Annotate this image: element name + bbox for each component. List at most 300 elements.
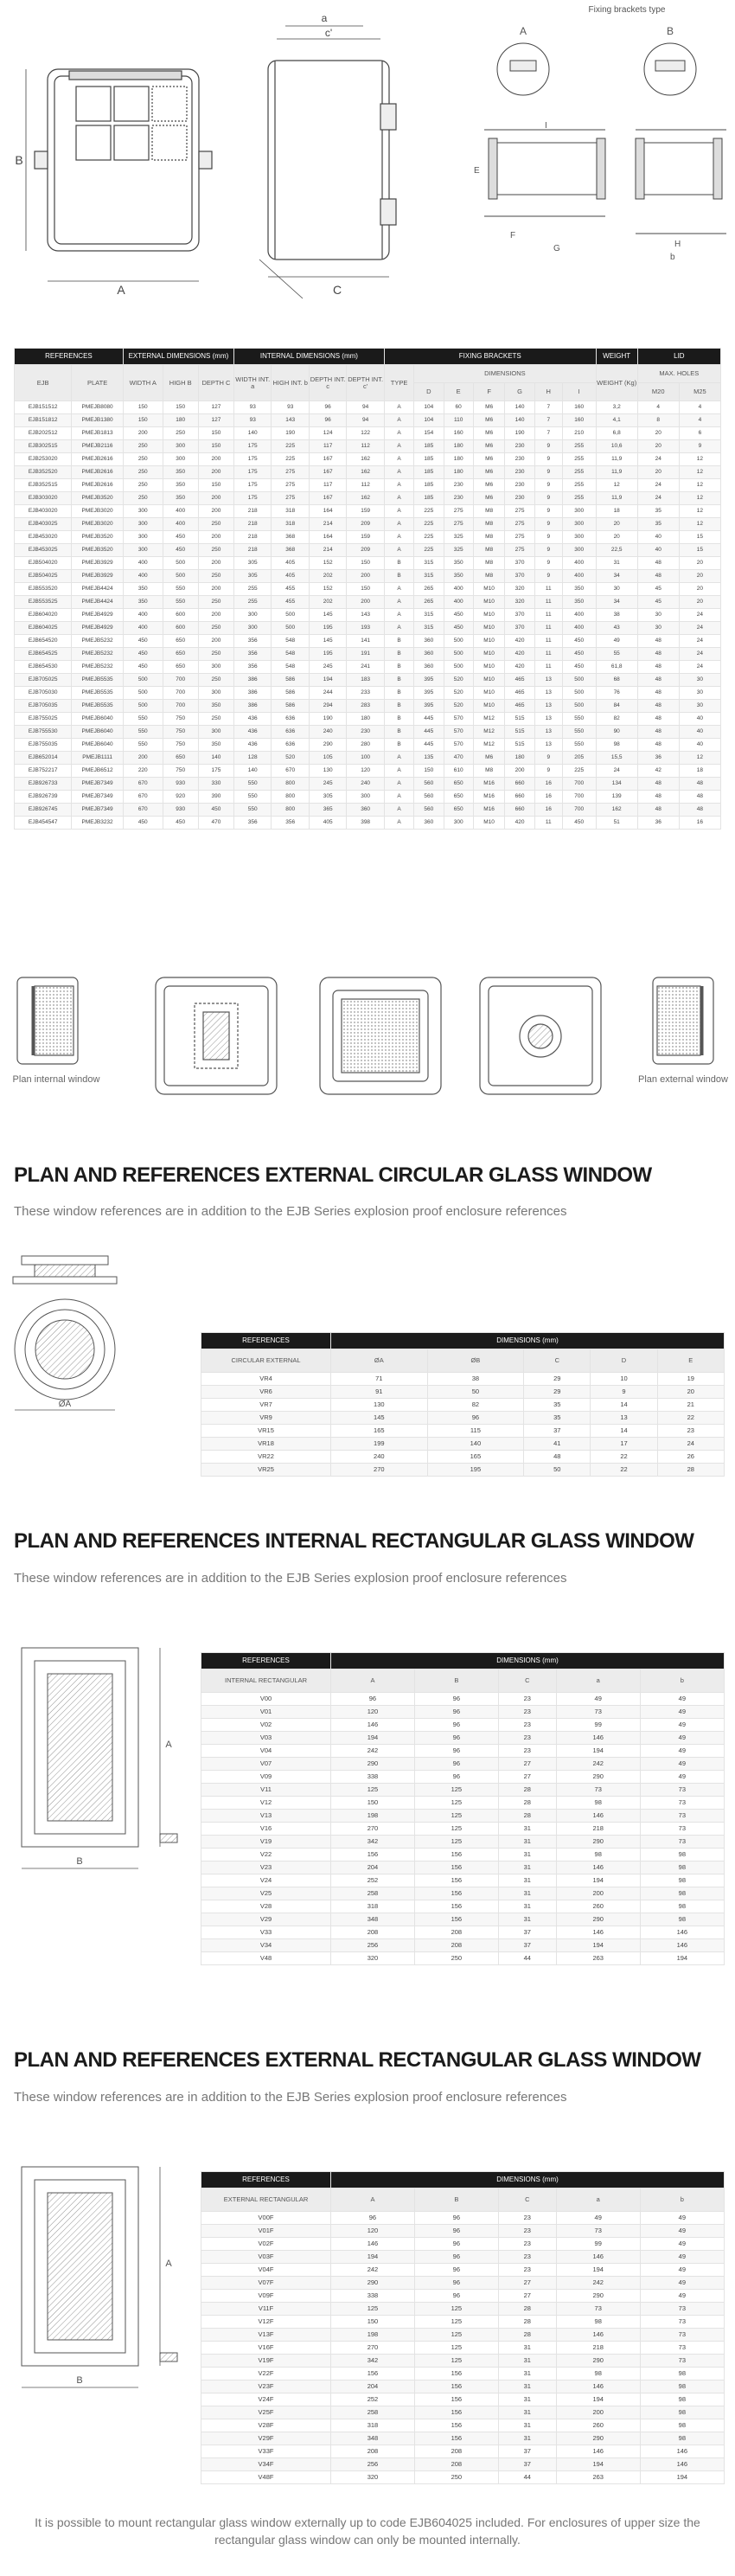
table-cell: EJB504025 (15, 570, 72, 583)
table-cell: 120 (347, 765, 384, 778)
table-cell: B (384, 687, 413, 700)
table-cell: 18 (596, 505, 637, 518)
table-cell: 290 (556, 2432, 640, 2445)
table-cell: 570 (444, 739, 473, 752)
table-cell: 41 (524, 1438, 591, 1451)
table-cell: 242 (331, 1745, 415, 1758)
table-cell: 96 (331, 1693, 415, 1706)
table-cell: 550 (562, 713, 596, 726)
table-cell: 122 (347, 427, 384, 440)
table-cell: V23 (201, 1862, 331, 1874)
table-cell: 175 (234, 492, 272, 505)
table-cell: 140 (505, 401, 534, 414)
table-cell: 200 (198, 453, 233, 466)
table-cell: 445 (414, 739, 444, 752)
table-cell: PMEJB5232 (72, 635, 124, 648)
table-cell: 515 (505, 726, 534, 739)
table-cell: 250 (123, 479, 163, 492)
table-cell: PMEJB3020 (72, 518, 124, 531)
table-cell: 450 (123, 648, 163, 661)
external-rect-row (201, 2303, 725, 2316)
internal-drawing-label-a: A (165, 1740, 172, 1750)
table-cell: 31 (498, 2342, 556, 2355)
table-cell: 190 (309, 713, 346, 726)
table-cell: EJB151812 (15, 414, 72, 427)
header-fixing-brackets: FIXING BRACKETS (384, 349, 596, 365)
table-cell: 98 (640, 2419, 724, 2432)
external-rect-section-title: PLAN AND REFERENCES EXTERNAL RECTANGULAR GLASS WINDOW (14, 2048, 701, 2072)
table-cell: 225 (272, 440, 309, 453)
table-cell: VR15 (201, 1425, 331, 1438)
table-cell: 436 (234, 726, 272, 739)
table-cell: 245 (309, 661, 346, 674)
circular-window-row (201, 1438, 725, 1451)
table-cell: 260 (556, 1900, 640, 1913)
table-cell: 12 (679, 453, 720, 466)
table-cell: 20 (679, 570, 720, 583)
table-cell: 300 (198, 726, 233, 739)
table-cell: 73 (556, 2225, 640, 2238)
table-cell: PMEJB6512 (72, 765, 124, 778)
table-cell: 368 (272, 544, 309, 557)
table-cell: 200 (198, 466, 233, 479)
table-cell: 650 (444, 804, 473, 817)
table-cell: 10 (591, 1373, 657, 1386)
table-cell: 27 (498, 2277, 556, 2290)
table-cell: 208 (331, 2445, 415, 2458)
table-cell: 550 (123, 726, 163, 739)
table-cell: 550 (123, 713, 163, 726)
table-cell: 400 (562, 622, 596, 635)
table-cell: 450 (163, 531, 198, 544)
table-cell: PMEJB3520 (72, 544, 124, 557)
table-cell: 96 (414, 2212, 498, 2225)
table-cell: 145 (309, 609, 346, 622)
table-cell: 450 (562, 648, 596, 661)
table-cell: 7 (534, 401, 562, 414)
table-cell: 194 (331, 2251, 415, 2264)
table-cell: 73 (640, 1797, 724, 1810)
table-cell: 98 (640, 2432, 724, 2445)
table-cell: 146 (331, 2238, 415, 2251)
table-cell: M6 (473, 479, 505, 492)
table-cell: V07F (201, 2277, 331, 2290)
table-cell: 20 (637, 427, 679, 440)
table-cell: 560 (414, 778, 444, 791)
table-cell: 175 (234, 440, 272, 453)
table-cell: 165 (427, 1451, 524, 1464)
table-cell: 198 (331, 1810, 415, 1823)
table-cell: 290 (331, 1758, 415, 1771)
table-cell: 290 (309, 739, 346, 752)
table-cell: 360 (347, 804, 384, 817)
table-cell: 98 (556, 1797, 640, 1810)
table-cell: 34 (596, 570, 637, 583)
table-cell: 96 (414, 1732, 498, 1745)
table-cell: 48 (637, 778, 679, 791)
table-cell: 93 (234, 414, 272, 427)
table-cell: 318 (272, 505, 309, 518)
bracket-type-b-label: B (666, 25, 674, 37)
table-cell: 16 (679, 817, 720, 830)
table-cell: 450 (123, 661, 163, 674)
table-cell: 294 (309, 700, 346, 713)
table-cell: 275 (505, 531, 534, 544)
table-cell: 185 (414, 466, 444, 479)
table-cell: 44 (498, 2471, 556, 2484)
table-cell: 10,6 (596, 440, 637, 453)
table-cell: 700 (562, 804, 596, 817)
table-cell: M6 (473, 401, 505, 414)
table-cell: 26 (657, 1451, 724, 1464)
internal-window-section-drawing (17, 977, 78, 1064)
table-cell: 82 (596, 713, 637, 726)
table-cell: 250 (198, 674, 233, 687)
dim-label-l: I (545, 121, 547, 131)
table-cell: 255 (234, 596, 272, 609)
table-cell: 200 (198, 635, 233, 648)
table-cell: 37 (498, 2458, 556, 2471)
table-cell: 96 (309, 401, 346, 414)
internal-header-dimensions: DIMENSIONS (mm) (331, 1653, 725, 1669)
table-cell: 670 (123, 791, 163, 804)
table-cell: 255 (562, 479, 596, 492)
table-cell: 610 (444, 765, 473, 778)
table-cell: 143 (272, 414, 309, 427)
external-rect-row (201, 2277, 725, 2290)
front-view-drawing (26, 69, 212, 281)
table-cell: PMEJB1111 (72, 752, 124, 765)
table-cell: 48 (637, 700, 679, 713)
table-cell: 470 (444, 752, 473, 765)
table-cell: 8 (637, 414, 679, 427)
table-cell: 68 (596, 674, 637, 687)
table-cell: 150 (123, 414, 163, 427)
table-cell: 125 (414, 1810, 498, 1823)
table-cell: 450 (123, 817, 163, 830)
table-cell: 348 (331, 1913, 415, 1926)
table-cell: 650 (163, 661, 198, 674)
table-cell: 660 (505, 804, 534, 817)
table-cell: 560 (414, 804, 444, 817)
table-cell: 20 (679, 583, 720, 596)
enclosure-row (15, 414, 721, 427)
table-cell: V12 (201, 1797, 331, 1810)
table-cell: 146 (556, 1862, 640, 1874)
table-cell: 175 (234, 453, 272, 466)
table-cell: 24 (637, 492, 679, 505)
table-cell: 140 (234, 427, 272, 440)
table-cell: 3,2 (596, 401, 637, 414)
table-cell: 436 (234, 713, 272, 726)
table-cell: 250 (198, 544, 233, 557)
table-cell: 36 (637, 752, 679, 765)
table-cell: 91 (331, 1386, 428, 1399)
table-cell: A (384, 453, 413, 466)
table-cell: 218 (234, 518, 272, 531)
table-cell: 250 (414, 1952, 498, 1965)
table-cell: M16 (473, 778, 505, 791)
table-cell: 146 (556, 2251, 640, 2264)
table-cell: PMEJB6040 (72, 726, 124, 739)
table-cell: 4,1 (596, 414, 637, 427)
table-cell: 156 (414, 1913, 498, 1926)
external-rect-row (201, 2445, 725, 2458)
table-cell: 405 (309, 817, 346, 830)
circular-header-dimensions: DIMENSIONS (mm) (331, 1333, 725, 1349)
circular-section-title: PLAN AND REFERENCES EXTERNAL CIRCULAR GLASS WINDOW (14, 1163, 652, 1187)
table-cell: 98 (640, 2406, 724, 2419)
enclosure-internal-window-drawing (156, 977, 277, 1094)
table-cell: 386 (234, 700, 272, 713)
table-cell: 30 (679, 674, 720, 687)
table-cell: V12F (201, 2316, 331, 2329)
external-rect-row (201, 2355, 725, 2368)
table-cell: 395 (414, 687, 444, 700)
table-cell: 37 (498, 2445, 556, 2458)
table-cell: 20 (596, 518, 637, 531)
circular-col-c: C (524, 1349, 591, 1373)
table-cell: 24 (679, 661, 720, 674)
table-cell: 27 (498, 2290, 556, 2303)
table-cell: A (384, 401, 413, 414)
external-rect-row (201, 2458, 725, 2471)
table-cell: 200 (198, 492, 233, 505)
dim-label-e: E (474, 166, 480, 176)
table-cell: 9 (534, 492, 562, 505)
table-cell: 98 (556, 2368, 640, 2381)
table-cell: 450 (562, 661, 596, 674)
table-cell: 230 (444, 492, 473, 505)
external-rect-row (201, 2406, 725, 2419)
table-cell: 520 (272, 752, 309, 765)
table-cell: 356 (272, 817, 309, 830)
table-cell: 125 (414, 1797, 498, 1810)
table-cell: 11,9 (596, 453, 637, 466)
table-cell: 350 (163, 479, 198, 492)
table-cell: 19 (657, 1373, 724, 1386)
table-cell: 318 (331, 1900, 415, 1913)
table-cell: 470 (198, 817, 233, 830)
table-cell: 420 (505, 635, 534, 648)
table-cell: 360 (414, 817, 444, 830)
table-cell: 194 (556, 1745, 640, 1758)
table-cell: 152 (309, 583, 346, 596)
enclosure-row (15, 427, 721, 440)
table-cell: V19F (201, 2355, 331, 2368)
table-cell: 29 (524, 1386, 591, 1399)
table-cell: 209 (347, 518, 384, 531)
table-cell: PMEJB7349 (72, 791, 124, 804)
table-cell: 164 (309, 505, 346, 518)
table-cell: 22 (591, 1451, 657, 1464)
table-cell: 360 (414, 661, 444, 674)
table-cell: 240 (331, 1451, 428, 1464)
table-cell: 42 (637, 765, 679, 778)
table-cell: V04 (201, 1745, 331, 1758)
table-cell: 258 (331, 2406, 415, 2419)
table-cell: PMEJB4929 (72, 622, 124, 635)
table-cell: V13F (201, 2329, 331, 2342)
table-cell: 150 (331, 1797, 415, 1810)
table-cell: 30 (637, 622, 679, 635)
table-cell: 398 (347, 817, 384, 830)
circular-col-ob: ØB (427, 1349, 524, 1373)
col-plate: PLATE (72, 365, 124, 401)
table-cell: 275 (505, 518, 534, 531)
table-cell: 586 (272, 700, 309, 713)
table-cell: 11 (534, 596, 562, 609)
table-cell: 23 (498, 1719, 556, 1732)
col-d: D (414, 383, 444, 401)
col-m20: M20 (637, 383, 679, 401)
enclosure-row (15, 518, 721, 531)
table-cell: 38 (596, 609, 637, 622)
table-cell: 13 (534, 713, 562, 726)
table-cell: EJB604025 (15, 622, 72, 635)
table-cell: V29 (201, 1913, 331, 1926)
table-cell: 23 (498, 1706, 556, 1719)
table-cell: A (384, 440, 413, 453)
table-cell: 49 (640, 1732, 724, 1745)
table-cell: 550 (234, 791, 272, 804)
table-cell: 200 (198, 505, 233, 518)
table-cell: 250 (123, 440, 163, 453)
table-cell: V13 (201, 1810, 331, 1823)
table-cell: EJB453025 (15, 544, 72, 557)
table-cell: 350 (163, 466, 198, 479)
dim-label-h: H (674, 240, 681, 249)
table-cell: 275 (444, 505, 473, 518)
enclosure-row (15, 570, 721, 583)
table-cell: 76 (596, 687, 637, 700)
internal-rect-row (201, 1849, 725, 1862)
table-cell: M8 (473, 765, 505, 778)
table-cell: 40 (679, 739, 720, 752)
external-rect-row (201, 2342, 725, 2355)
table-cell: 700 (163, 687, 198, 700)
table-cell: 20 (637, 440, 679, 453)
table-cell: 255 (562, 492, 596, 505)
table-cell: 90 (596, 726, 637, 739)
table-cell: 31 (498, 1836, 556, 1849)
table-cell: M8 (473, 557, 505, 570)
internal-rect-row (201, 1771, 725, 1784)
table-cell: M10 (473, 687, 505, 700)
external-rect-row (201, 2381, 725, 2393)
table-cell: 242 (556, 2277, 640, 2290)
table-cell: 24 (637, 453, 679, 466)
table-cell: V34 (201, 1939, 331, 1952)
table-cell: 14 (591, 1399, 657, 1412)
table-cell: 263 (556, 2471, 640, 2484)
table-cell: 250 (123, 492, 163, 505)
table-cell: 98 (640, 2381, 724, 2393)
table-cell: 6,8 (596, 427, 637, 440)
table-cell: 350 (444, 570, 473, 583)
table-cell: A (384, 596, 413, 609)
table-cell: 156 (414, 2432, 498, 2445)
table-cell: 96 (414, 1771, 498, 1784)
table-cell: V28 (201, 1900, 331, 1913)
table-cell: 35 (637, 505, 679, 518)
internal-rect-row (201, 1784, 725, 1797)
table-cell: 200 (198, 531, 233, 544)
table-cell: 930 (163, 804, 198, 817)
table-cell: 156 (414, 2393, 498, 2406)
table-cell: 82 (427, 1399, 524, 1412)
table-cell: 49 (640, 2238, 724, 2251)
enclosure-row (15, 778, 721, 791)
table-cell: 48 (637, 713, 679, 726)
header-lid: LID (637, 349, 720, 365)
table-cell: 94 (347, 414, 384, 427)
col-dimensions: DIMENSIONS (414, 365, 596, 383)
table-cell: 15,5 (596, 752, 637, 765)
table-cell: 127 (198, 414, 233, 427)
table-cell: 49 (640, 1745, 724, 1758)
table-cell: 152 (309, 557, 346, 570)
table-cell: 180 (347, 713, 384, 726)
table-cell: A (384, 518, 413, 531)
table-cell: 300 (562, 518, 596, 531)
table-cell: V09 (201, 1771, 331, 1784)
external-rect-row (201, 2432, 725, 2445)
table-cell: 120 (331, 2225, 415, 2238)
table-cell: 28 (498, 1784, 556, 1797)
enclosure-row (15, 661, 721, 674)
table-cell: 37 (498, 1926, 556, 1939)
table-cell: 315 (414, 557, 444, 570)
table-cell: B (384, 648, 413, 661)
table-cell: 36 (637, 817, 679, 830)
table-cell: 31 (498, 1862, 556, 1874)
table-cell: 195 (427, 1464, 524, 1477)
table-cell: EJB553525 (15, 596, 72, 609)
internal-rect-row (201, 1900, 725, 1913)
table-cell: 28 (498, 1810, 556, 1823)
table-cell: 242 (556, 1758, 640, 1771)
table-cell: 800 (272, 791, 309, 804)
table-cell: 300 (123, 518, 163, 531)
table-cell: 600 (163, 609, 198, 622)
table-cell: 300 (347, 791, 384, 804)
table-cell: 650 (163, 635, 198, 648)
table-cell: M12 (473, 726, 505, 739)
table-cell: 125 (414, 1784, 498, 1797)
table-cell: V01F (201, 2225, 331, 2238)
enclosure-row (15, 791, 721, 804)
table-cell: 200 (505, 765, 534, 778)
table-cell: 130 (331, 1399, 428, 1412)
table-cell: 650 (163, 648, 198, 661)
table-cell: 180 (444, 440, 473, 453)
table-cell: 11 (534, 661, 562, 674)
table-cell: 320 (505, 596, 534, 609)
table-cell: VR7 (201, 1399, 331, 1412)
table-cell: 23 (498, 2251, 556, 2264)
table-cell: 255 (562, 453, 596, 466)
table-cell: 455 (272, 583, 309, 596)
header-internal-dimensions: INTERNAL DIMENSIONS (mm) (234, 349, 385, 365)
table-cell: PMEJB2116 (72, 440, 124, 453)
external-col-a-small: a (556, 2188, 640, 2212)
table-cell: 125 (331, 2303, 415, 2316)
internal-col-b-small: b (640, 1669, 724, 1693)
table-cell: 370 (505, 570, 534, 583)
table-cell: 96 (414, 1719, 498, 1732)
table-cell: 31 (498, 1874, 556, 1887)
